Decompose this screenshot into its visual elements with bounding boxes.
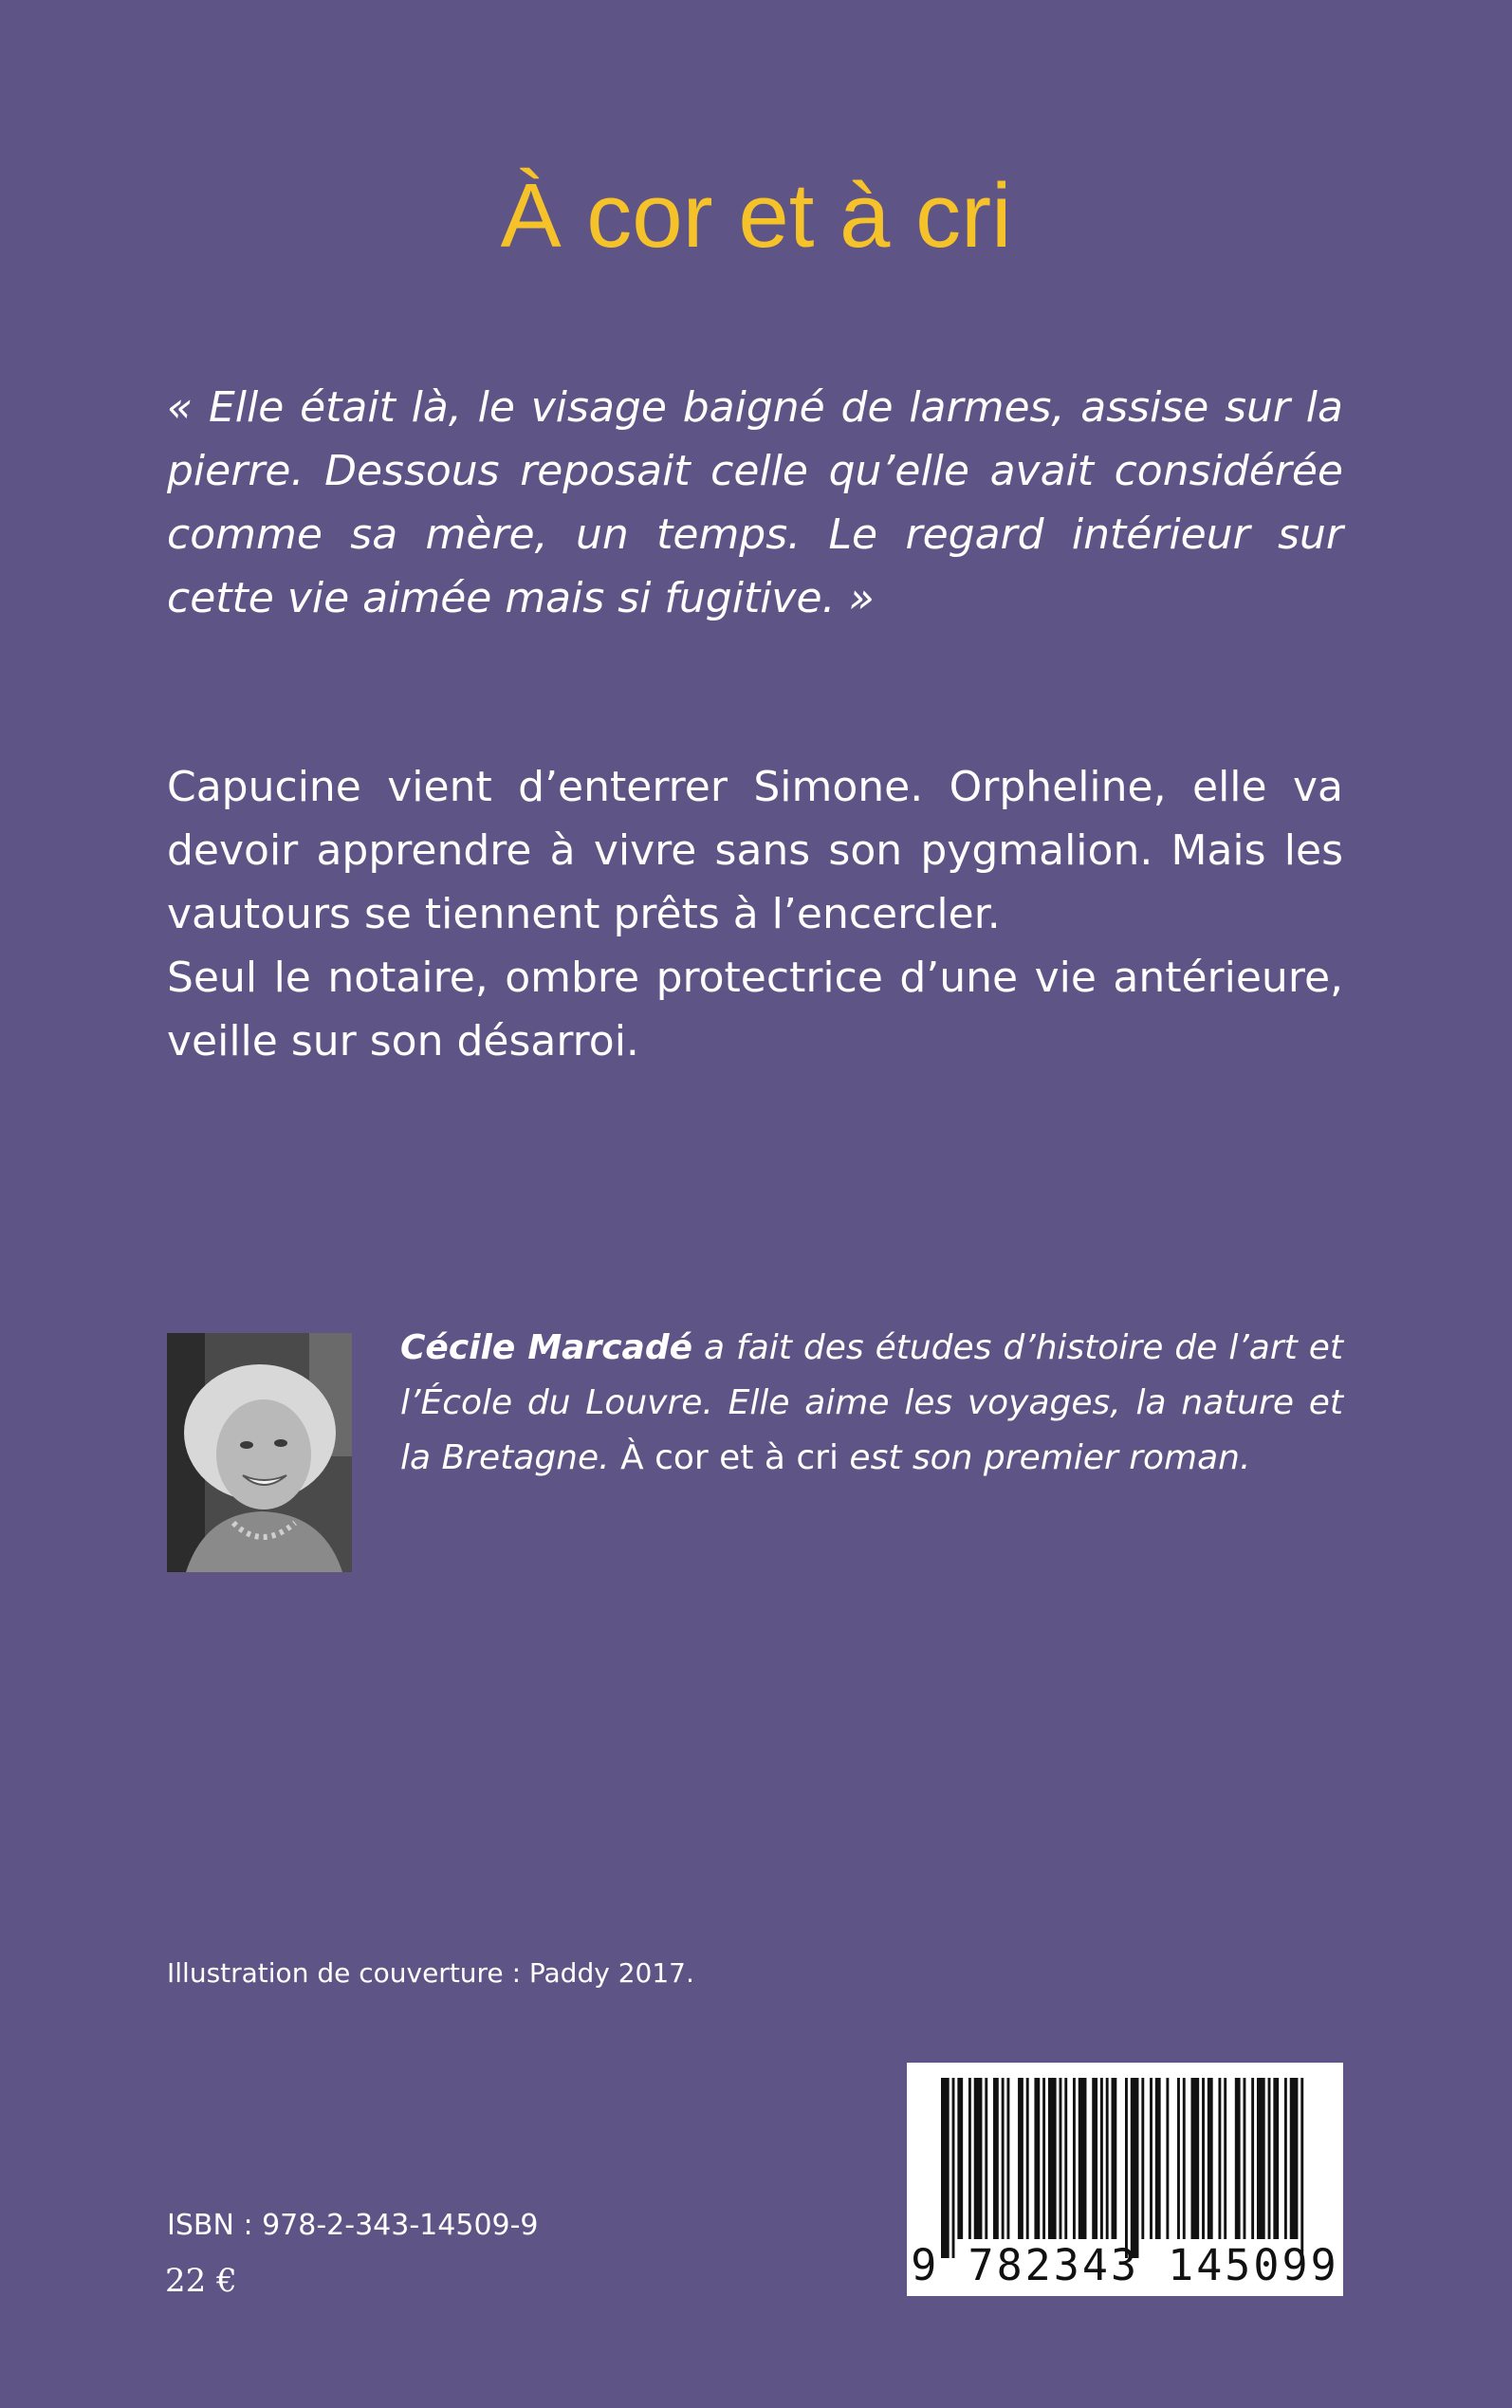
barcode-bar xyxy=(1125,2078,1128,2258)
bio-book-title: À cor et à cri xyxy=(620,1438,839,1477)
barcode-bar xyxy=(1284,2078,1287,2239)
barcode-bar xyxy=(1042,2078,1045,2239)
barcode-bar xyxy=(1224,2078,1226,2239)
isbn-label: ISBN : 978-2-343-14509-9 xyxy=(167,2209,539,2242)
barcode-bar xyxy=(1048,2078,1057,2239)
excerpt-quote: « Elle était là, le visage baigné de larmes, assise sur la pierre. Dessous reposait celle qu’elle avait considérée comme sa mère, un temps. Le regard intérieur sur cette vie aimée mais si fugitive. » xyxy=(167,383,1343,622)
bio-text-2: est son premier roman. xyxy=(838,1438,1251,1477)
barcode-bar xyxy=(1079,2078,1087,2239)
barcode-bar xyxy=(1002,2078,1005,2239)
barcode-bar xyxy=(1183,2078,1186,2239)
barcode-bar xyxy=(1100,2078,1103,2239)
illustration-credit: Illustration de couverture : Paddy 2017. xyxy=(167,1957,694,1989)
price-label: 22 € xyxy=(165,2262,237,2300)
barcode-bar xyxy=(1218,2078,1221,2239)
summary-block xyxy=(167,755,1343,1073)
barcode-bar xyxy=(952,2078,955,2258)
barcode-bar xyxy=(1257,2078,1265,2239)
barcode-digits: 9 782343 145099 xyxy=(911,2240,1339,2290)
barcode-bar xyxy=(1064,2078,1067,2239)
barcode-bar xyxy=(1018,2078,1023,2239)
barcode-bar xyxy=(1034,2078,1040,2239)
barcode-bar xyxy=(1106,2078,1109,2239)
barcode-bar xyxy=(1290,2078,1299,2239)
barcode-bar xyxy=(1177,2078,1180,2239)
barcode-bar xyxy=(985,2078,987,2239)
author-name: Cécile Marcadé xyxy=(400,1328,693,1367)
bio-text-1: a fait des études d’histoire de l’art et l’École du Louvre. Elle aime les voyages, la nature et la Bretagne. xyxy=(400,1328,1343,1477)
author-portrait-illustration xyxy=(167,1333,352,1572)
barcode-bar xyxy=(1190,2078,1199,2239)
barcode-bar xyxy=(1006,2078,1009,2239)
barcode-bar xyxy=(1300,2078,1303,2258)
barcode-bar xyxy=(1073,2078,1076,2239)
barcode-bar xyxy=(957,2078,963,2239)
book-title: À cor et à cri xyxy=(500,165,1012,267)
barcode-bar xyxy=(1131,2078,1139,2258)
barcode-bar xyxy=(1202,2078,1205,2239)
barcode-bar xyxy=(1166,2078,1169,2239)
barcode-bar xyxy=(1112,2078,1117,2239)
summary-paragraph-1: Capucine vient d’enterrer Simone. Orpheline, elle va devoir apprendre à vivre sans son pygmalion. Mais les vautours se tiennent prêts à l’encercler. xyxy=(167,763,1343,938)
barcode-bar xyxy=(1141,2078,1144,2239)
barcode-bar xyxy=(1060,2078,1062,2239)
author-photo xyxy=(167,1333,352,1572)
barcode-bar xyxy=(1155,2078,1161,2239)
barcode-bar xyxy=(993,2078,999,2239)
barcode-bar xyxy=(1092,2078,1097,2239)
barcode-bar xyxy=(1251,2078,1254,2239)
barcode-bar xyxy=(1208,2078,1213,2239)
barcode-bar xyxy=(1273,2078,1279,2239)
barcode xyxy=(907,2063,1343,2296)
author-bio xyxy=(400,1321,1343,1486)
barcode-bar xyxy=(1244,2078,1246,2239)
barcode-bar xyxy=(1150,2078,1152,2239)
barcode-bar xyxy=(1268,2078,1271,2239)
barcode-bar xyxy=(974,2078,983,2239)
summary-paragraph-2: Seul le notaire, ombre protectrice d’une vie antérieure, veille sur son désarroi. xyxy=(167,954,1343,1065)
barcode-bar xyxy=(968,2078,971,2239)
barcode-bar xyxy=(941,2078,950,2258)
barcode-bar xyxy=(1026,2078,1029,2239)
barcode-bar xyxy=(1235,2078,1241,2239)
